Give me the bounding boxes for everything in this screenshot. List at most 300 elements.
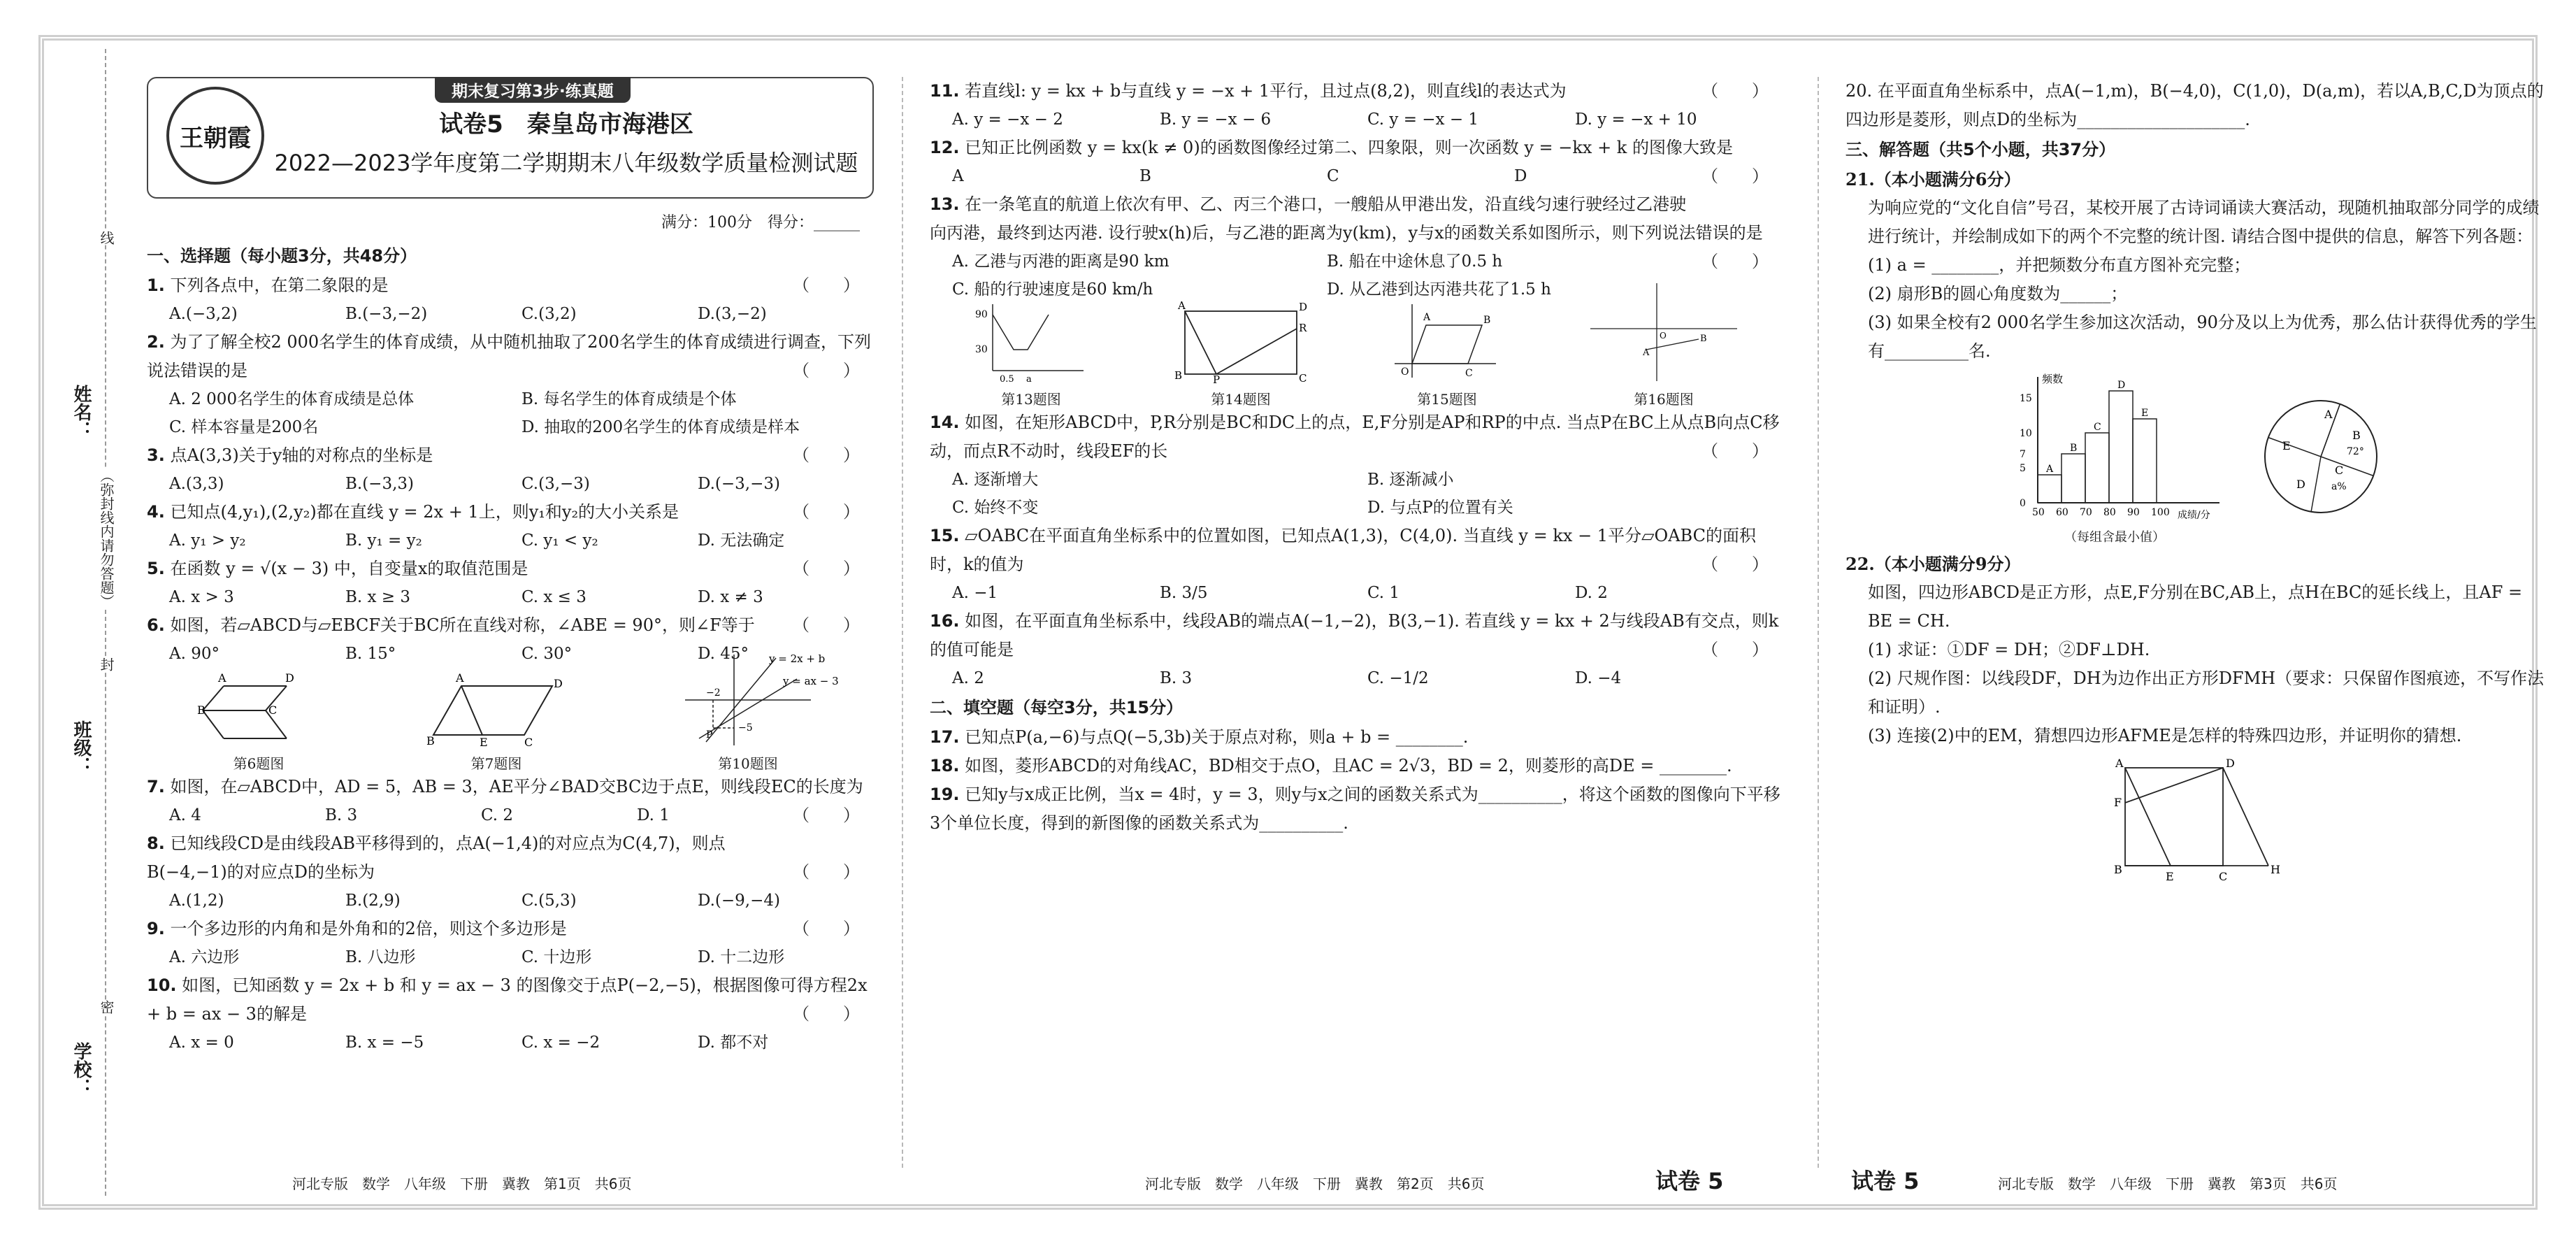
pie-slice-edge (2311, 457, 2321, 512)
svg-text:−5: −5 (738, 722, 753, 734)
option-row (147, 527, 874, 555)
x-tick-label: 60 (2056, 507, 2068, 518)
option-row (147, 385, 874, 413)
option: D. 无法确定 (698, 531, 785, 550)
answer-bracket: （ ） (793, 502, 860, 522)
question-number: 8. (147, 834, 165, 853)
pie-angle-annotation: 72° (2347, 445, 2364, 457)
svg-text:C: C (2219, 870, 2228, 883)
q21-part2: (2) 扇形B的圆心角度数为______； (1868, 284, 2128, 303)
question-number: 3. (147, 445, 165, 465)
answer-bracket: （ ） (793, 445, 860, 465)
q21-part3: (3) 如果全校有2 000名学生参加这次活动，90分及以上为优秀，那么估计获得优秀的学生有__________名. (1868, 313, 2537, 361)
option-row (147, 1029, 874, 1057)
question-item (930, 408, 1783, 522)
y-tick-label: 0 (2020, 498, 2026, 509)
histogram-bar (2085, 433, 2109, 503)
column-3 (1845, 77, 2545, 1168)
svg-text:A: A (456, 671, 464, 685)
option-row (147, 801, 793, 829)
question-item (930, 607, 1783, 692)
option: A.(1,2) (169, 892, 224, 910)
option: C. 2 (481, 806, 514, 824)
svg-text:F: F (2114, 796, 2122, 809)
answer-bracket: （ ） (1701, 252, 1769, 271)
answer-bracket: （ ） (793, 1004, 860, 1024)
option: B. y₁ = y₂ (345, 531, 422, 550)
question-text (147, 555, 874, 583)
option: C. 30° (521, 645, 573, 663)
option: A. y₁ > y₂ (169, 531, 246, 550)
histogram (2003, 370, 2226, 545)
option: B.(−3,−2) (345, 305, 428, 323)
question-number: 15. (930, 526, 960, 545)
option: A.(3,3) (169, 475, 224, 493)
question-number: 5. (147, 559, 165, 578)
question-stem: 如图，在▱ABCD中，AD = 5，AB = 3，AE平分∠BAD交BC边于点E，则线段EC的长度为 (170, 777, 863, 796)
answer-bracket: （ ） (793, 806, 860, 825)
option: B. 3 (1160, 669, 1193, 687)
question-item (147, 555, 874, 611)
question-stem: 在函数 y = √(x − 3) 中，自变量x的取值范围是 (170, 559, 528, 578)
header-tag: 期末复习第3步·练真题 (435, 77, 631, 103)
option: B.(−3,3) (345, 475, 415, 493)
seal-hint: （弥封线内请勿答题） (96, 469, 117, 608)
option: C.(3,−3) (521, 475, 590, 493)
svg-text:C: C (524, 736, 533, 749)
footer-page-2: 河北专版 数学 八年级 下册 冀教 第2页 共6页 (1145, 1175, 1485, 1192)
x-tick-label: 70 (2080, 507, 2092, 518)
question-text (147, 441, 874, 470)
answer-bracket: （ ） (1701, 555, 1769, 574)
figure-15 (1391, 301, 1503, 408)
option: C. 十边形 (521, 948, 592, 966)
question-text (147, 971, 874, 1029)
question-number: 11. (930, 81, 960, 101)
svg-text:C: C (1465, 368, 1473, 379)
question-text (147, 328, 874, 385)
exam-title: 试卷5 秦皇岛市海港区 (439, 110, 693, 138)
svg-text:H: H (2271, 863, 2280, 876)
figure-13 (972, 301, 1091, 408)
option: C. 样本容量是200名 (169, 418, 319, 436)
option-row (147, 300, 874, 328)
option: C.(5,3) (521, 892, 577, 910)
bar-label: D (2117, 380, 2126, 391)
histogram-svg (2003, 370, 2226, 524)
q22-body: 如图，四边形ABCD是正方形，点E,F分别在BC,AB上，点H在BC的延长线上，且AF = BE = CH. (1868, 582, 2523, 631)
question-stem: 已知点P(a,−6)与点Q(−5,3b)关于原点对称，则a + b = ________. (965, 727, 1469, 747)
option: A. 逐渐增大 (952, 471, 1039, 489)
paper-label-right: 试卷 5 (1851, 1168, 1920, 1194)
option: D. −4 (1575, 669, 1622, 687)
histogram-caption: （每组含最小值） (2064, 530, 2165, 545)
question-item (147, 498, 874, 555)
svg-text:A: A (218, 671, 226, 685)
figure-14-caption: 第14题图 (1211, 391, 1271, 408)
pie-percent-annotation: a% (2331, 480, 2347, 492)
bar-label: C (2094, 422, 2101, 433)
question-stem: 点A(3,3)关于y轴的对称点的坐标是 (170, 445, 433, 465)
question-item (147, 441, 874, 498)
option: C. y = −x − 1 (1367, 110, 1479, 129)
figure-6-caption: 第6题图 (233, 755, 285, 772)
option: A. −1 (952, 584, 998, 602)
figure-6 (197, 671, 315, 773)
svg-text:B: B (1483, 315, 1491, 326)
question-stem: 下列各点中，在第二象限的是 (170, 276, 389, 295)
option-row (930, 248, 1701, 276)
option: D. 从乙港到达丙港共花了1.5 h (1327, 280, 1551, 299)
pie-slice-label: B (2352, 428, 2361, 442)
question-item (930, 134, 1783, 190)
option: D. 抽取的200名学生的体育成绩是样本 (521, 418, 800, 436)
svg-text:P: P (706, 729, 713, 741)
x-axis-label: 成绩/分 (2178, 510, 2210, 521)
fill-list (930, 723, 1783, 838)
option: D (1514, 167, 1527, 185)
pie-slice-label: C (2335, 463, 2344, 477)
class-label: 班级： (71, 720, 92, 775)
question-text (147, 611, 874, 640)
option-row (930, 162, 1701, 190)
option: B.(2,9) (345, 892, 401, 910)
column-2 (930, 77, 1783, 1168)
option-row (147, 583, 874, 611)
question-list (147, 271, 874, 668)
figure-10 (678, 651, 839, 773)
svg-text:C: C (1299, 372, 1307, 385)
svg-text:R: R (1299, 322, 1307, 334)
exam-subtitle: 2022—2023学年度第二学期期末八年级数学质量检测试题 (274, 150, 858, 176)
option: D. y = −x + 10 (1575, 110, 1697, 129)
section-3-title: 三、解答题（共5个小题，共37分） (1845, 140, 2116, 159)
option: A. y = −x − 2 (952, 110, 1063, 129)
svg-text:E: E (2166, 870, 2174, 883)
option: D. 45° (698, 645, 749, 663)
option: C. 1 (1367, 584, 1400, 602)
figure-13-caption: 第13题图 (1001, 391, 1061, 408)
paper-label-left: 试卷 5 (1655, 1168, 1724, 1194)
question-stem: 已知y与x成正比例，当x = 4时，y = 3，则y与x之间的函数关系式为__________，将这个函数的图像向下平移3个单位长度，得到的新图像的函数关系式为__________. (930, 785, 1780, 833)
question-text (147, 915, 874, 943)
question-21-head: 21.（本小题满分6分） (1845, 169, 2021, 190)
question-number: 19. (930, 785, 960, 804)
answer-bracket: （ ） (1701, 166, 1769, 186)
question-stem: 如图，在平面直角坐标系中，线段AB的端点A(−1,−2)，B(3,−1). 若直线 y = kx + 2与线段AB有交点，则k的值可能是 (930, 611, 1779, 659)
answer-bracket: （ ） (1701, 640, 1769, 659)
seal-char-1: 线 (96, 231, 117, 245)
bar-label: A (2046, 464, 2054, 475)
figure-row (930, 299, 1783, 408)
pie-slice-edge (2268, 437, 2321, 456)
question-stem: 如图，若▱ABCD与▱EBCF关于BC所在直线对称，∠ABE = 90°，则∠F等于 (170, 615, 755, 635)
question-number: 9. (147, 919, 165, 938)
question-item (147, 915, 874, 971)
score-line: 满分：100分 得分：______ (661, 214, 860, 231)
question-number: 1. (147, 276, 165, 295)
figure-16-caption: 第16题图 (1634, 391, 1694, 408)
question-number: 17. (930, 727, 960, 747)
question-number: 14. (930, 413, 960, 432)
footer-page-1: 河北专版 数学 八年级 下册 冀教 第1页 共6页 (292, 1175, 632, 1192)
option-row (930, 276, 1701, 303)
option-row (147, 943, 874, 971)
logo-text: 王朝霞 (180, 124, 251, 152)
option: A (952, 167, 964, 185)
question-text (147, 498, 874, 527)
question-stem: 如图，菱形ABCD的对角线AC，BD相交于点O，且AC = 2√3，BD = 2，则菱形的高DE = ________. (965, 756, 1732, 775)
question-stem: 如图，在矩形ABCD中，P,R分别是BC和DC上的点，E,F分别是AP和RP的中点. 当点P在BC上从点B向点C移动，而点R不动时，线段EF的长 (930, 413, 1780, 461)
option: A. 2 (952, 669, 984, 687)
question-20: 20. 在平面直角坐标系中，点A(−1,m)，B(−4,0)，C(1,0)，D(a,m)，若以A,B,C,D为顶点的四边形是菱形，则点D的坐标为____________________. (1845, 81, 2544, 129)
question-list (930, 77, 1783, 303)
y-tick-label: 15 (2020, 393, 2032, 404)
svg-text:A: A (1178, 299, 1186, 312)
option: D.(−3,−3) (698, 475, 780, 493)
figure-22 (1845, 757, 2545, 886)
school-label: 学校： (71, 1042, 92, 1096)
fill-question (930, 780, 1783, 838)
option: C. y₁ < y₂ (521, 531, 598, 550)
question-text (930, 607, 1783, 664)
option: B. 逐渐减小 (1367, 471, 1454, 489)
option: A. x > 3 (169, 588, 234, 606)
svg-text:D: D (2226, 757, 2235, 770)
histogram-bar (2038, 475, 2061, 503)
q22-part3: (3) 连接(2)中的EM，猜想四边形AFME是怎样的特殊四边形，并证明你的猜想. (1868, 726, 2462, 745)
q21-body: 为响应党的“文化自信”号召，某校开展了古诗词诵读大赛活动，现随机抽取部分同学的成绩进行统计，并绘制成如下的两个不完整的统计图. 请结合图中提供的信息，解答下列各题： (1868, 198, 2540, 246)
histogram-bar (2109, 391, 2133, 503)
option-row (930, 579, 1783, 607)
svg-text:B: B (2114, 863, 2122, 876)
option: B. 15° (345, 645, 396, 663)
svg-text:−2: −2 (706, 687, 721, 699)
answer-bracket: （ ） (793, 862, 860, 882)
option: C. 始终不变 (952, 499, 1039, 517)
footer-page-3: 河北专版 数学 八年级 下册 冀教 第3页 共6页 (1998, 1175, 2338, 1192)
pie-slice-label: E (2282, 438, 2291, 452)
option-row (147, 887, 874, 915)
question-item (147, 271, 874, 328)
publisher-logo (166, 87, 264, 185)
pie-slice-label: D (2296, 477, 2305, 491)
svg-text:90: 90 (975, 309, 988, 320)
question-text (147, 829, 874, 887)
option: B. y = −x − 6 (1160, 110, 1272, 129)
question-stem: ▱OABC在平面直角坐标系中的位置如图，已知点A(1,3)，C(4,0). 当直线 y = kx − 1平分▱OABC的面积时，k的值为 (930, 526, 1756, 574)
pie-slice-edge (2321, 457, 2373, 476)
svg-text:B: B (426, 734, 435, 748)
seal-char-2: 封 (96, 657, 117, 671)
x-tick-label: 80 (2103, 507, 2116, 518)
question-stem: 已知点(4,y₁),(2,y₂)都在直线 y = 2x + 1上，则y₁和y₂的大小关系是 (170, 502, 679, 522)
x-tick-label: 100 (2151, 507, 2170, 518)
figure-14 (1174, 301, 1307, 408)
question-stem: 已知正比例函数 y = kx(k ≠ 0)的函数图像经过第二、四象限，则一次函数 y = −kx + k 的图像大致是 (965, 138, 1733, 157)
question-number: 6. (147, 615, 165, 635)
svg-text:0.5: 0.5 (1000, 374, 1014, 385)
question-number: 13. (930, 194, 960, 214)
svg-text:E: E (480, 736, 488, 749)
question-item (147, 829, 874, 915)
question-text (930, 77, 1783, 106)
option: C.(3,2) (521, 305, 577, 323)
option: D. 都不对 (698, 1034, 769, 1052)
option-row (930, 664, 1783, 692)
histogram-bar (2061, 454, 2085, 503)
question-stem: 一个多边形的内角和是外角和的2倍，则这个多边形是 (170, 919, 567, 938)
answer-bracket: （ ） (793, 615, 860, 635)
option: B. 船在中途休息了0.5 h (1327, 252, 1503, 271)
option-row (930, 466, 1783, 494)
option: D. 与点P的位置有关 (1367, 499, 1513, 517)
y-tick-label: 5 (2020, 463, 2026, 474)
seal-char-3: 密 (96, 1000, 117, 1014)
option: A. x = 0 (169, 1034, 234, 1052)
fill-question (930, 752, 1783, 780)
svg-text:O: O (1660, 331, 1667, 341)
svg-text:A: A (1643, 348, 1650, 358)
question-item (930, 77, 1783, 134)
figure-15-caption: 第15题图 (1417, 391, 1477, 408)
x-tick-label: 50 (2032, 507, 2045, 518)
svg-text:B: B (1700, 334, 1707, 344)
option: C. x ≤ 3 (521, 588, 587, 606)
section-1-title: 一、选择题（每小题3分，共48分） (147, 246, 417, 266)
answer-bracket: （ ） (793, 276, 860, 295)
svg-text:D: D (285, 671, 294, 685)
question-stem: 如图，已知函数 y = 2x + b 和 y = ax − 3 的图像交于点P(−2,−5)，根据图像可得方程2x + b = ax − 3的解是 (147, 975, 868, 1024)
svg-text:30: 30 (975, 344, 988, 355)
option: B. 每名学生的体育成绩是个体 (521, 390, 737, 408)
svg-text:P: P (1213, 373, 1221, 386)
option: D.(−9,−4) (698, 892, 780, 910)
question-number: 12. (930, 138, 960, 157)
answer-bracket: （ ） (1701, 441, 1769, 461)
figure-16 (1587, 280, 1741, 408)
question-item (147, 971, 874, 1057)
option: C. x = −2 (521, 1034, 600, 1052)
answer-bracket: （ ） (1701, 81, 1769, 101)
answer-bracket: （ ） (793, 559, 860, 578)
option: D. 十二边形 (698, 948, 785, 966)
q22-part1: (1) 求证：①DF = DH；②DF⊥DH. (1868, 640, 2150, 659)
question-text (930, 408, 1783, 466)
question-number: 4. (147, 502, 165, 522)
option: B. 3/5 (1160, 584, 1208, 602)
x-tick-label: 90 (2127, 507, 2140, 518)
svg-text:y = 2x + b: y = 2x + b (769, 652, 826, 665)
pie-chart (2254, 390, 2387, 526)
y-axis-label: 频数 (2042, 373, 2064, 385)
question-text (147, 271, 874, 300)
option: D.(3,−2) (698, 305, 767, 323)
exam-header (147, 77, 874, 199)
option: D. 2 (1575, 584, 1608, 602)
option: A. 90° (169, 645, 220, 663)
option: C. 船的行驶速度是60 km/h (952, 280, 1153, 299)
name-label: 姓名： (71, 385, 92, 439)
option: B. x ≥ 3 (345, 588, 411, 606)
option-row (930, 106, 1783, 134)
figure-7-caption: 第7题图 (470, 755, 522, 772)
figure-7 (426, 672, 566, 773)
option: C (1327, 167, 1339, 185)
answer-bracket: （ ） (793, 361, 860, 380)
answer-bracket: （ ） (793, 919, 860, 938)
fill-question (930, 723, 1783, 752)
question-stem: 为了了解全校2 000名学生的体育成绩，从中随机抽取了200名学生的体育成绩进行调查，下列说法错误的是 (147, 332, 871, 380)
bar-label: B (2070, 443, 2078, 454)
svg-text:B: B (1174, 369, 1183, 382)
option: A. 六边形 (169, 948, 240, 966)
column-1 (147, 77, 874, 1168)
option: D. 1 (637, 806, 670, 824)
svg-text:D: D (554, 677, 563, 690)
question-number: 16. (930, 611, 960, 631)
svg-text:B: B (197, 703, 206, 717)
option: B. x = −5 (345, 1034, 424, 1052)
option: C. −1/2 (1367, 669, 1429, 687)
question-item (147, 773, 874, 829)
svg-text:A: A (2115, 757, 2124, 770)
question-list (147, 773, 874, 1057)
question-number: 10. (147, 975, 177, 995)
column-divider (902, 77, 903, 1168)
bar-label: E (2141, 408, 2149, 419)
question-list (930, 408, 1783, 692)
pie-slice-label: A (2324, 407, 2333, 421)
question-text (930, 522, 1783, 579)
svg-text:A: A (1423, 312, 1431, 323)
question-text (930, 134, 1783, 186)
option-row (930, 494, 1783, 522)
question-number: 2. (147, 332, 165, 352)
svg-text:a: a (1026, 374, 1032, 385)
option: B. 八边形 (345, 948, 416, 966)
option: B (1139, 167, 1151, 185)
histogram-bar (2133, 419, 2157, 503)
q22-part2: (2) 尺规作图：以线段DF，DH为边作出正方形DFMH（要求：只保留作图痕迹，不写作法和证明）. (1868, 669, 2545, 717)
option: D. x ≠ 3 (698, 588, 763, 606)
question-number: 7. (147, 777, 165, 796)
q21-charts (1845, 370, 2545, 545)
question-number: 18. (930, 756, 960, 775)
pie-svg (2254, 390, 2387, 523)
q21-part1: (1) a = ________，并把频数分布直方图补充完整； (1868, 255, 2251, 275)
question-item (930, 522, 1783, 607)
option: B. 3 (325, 806, 358, 824)
question-item (147, 328, 874, 441)
option: A. 4 (169, 806, 201, 824)
svg-text:y = ax − 3: y = ax − 3 (783, 675, 839, 687)
svg-text:D: D (1299, 301, 1308, 313)
option: A.(−3,2) (169, 305, 238, 323)
option: A. 2 000名学生的体育成绩是总体 (169, 390, 415, 408)
svg-text:C: C (268, 703, 278, 717)
option-row (147, 413, 874, 441)
figure-10-caption: 第10题图 (718, 755, 778, 772)
question-stem: 在一条笔直的航道上依次有甲、乙、丙三个港口，一艘船从甲港出发，沿直线匀速行驶经过乙港驶向丙港，最终到达丙港. 设行驶x(h)后，与乙港的距离为y(km)，y与x的函数关系如图所示，则下列说法错误的是 (930, 194, 1763, 243)
section-2-title: 二、填空题（每空3分，共15分） (930, 698, 1183, 717)
question-stem: 已知线段CD是由线段AB平移得到的，点A(−1,4)的对应点为C(4,7)，则点B(−4,−1)的对应点D的坐标为 (147, 834, 726, 882)
option-row (147, 470, 874, 498)
column-divider (1818, 77, 1819, 1168)
y-tick-label: 10 (2020, 428, 2032, 439)
y-tick-label: 7 (2020, 449, 2026, 460)
question-22-head: 22.（本小题满分9分） (1845, 554, 2021, 574)
